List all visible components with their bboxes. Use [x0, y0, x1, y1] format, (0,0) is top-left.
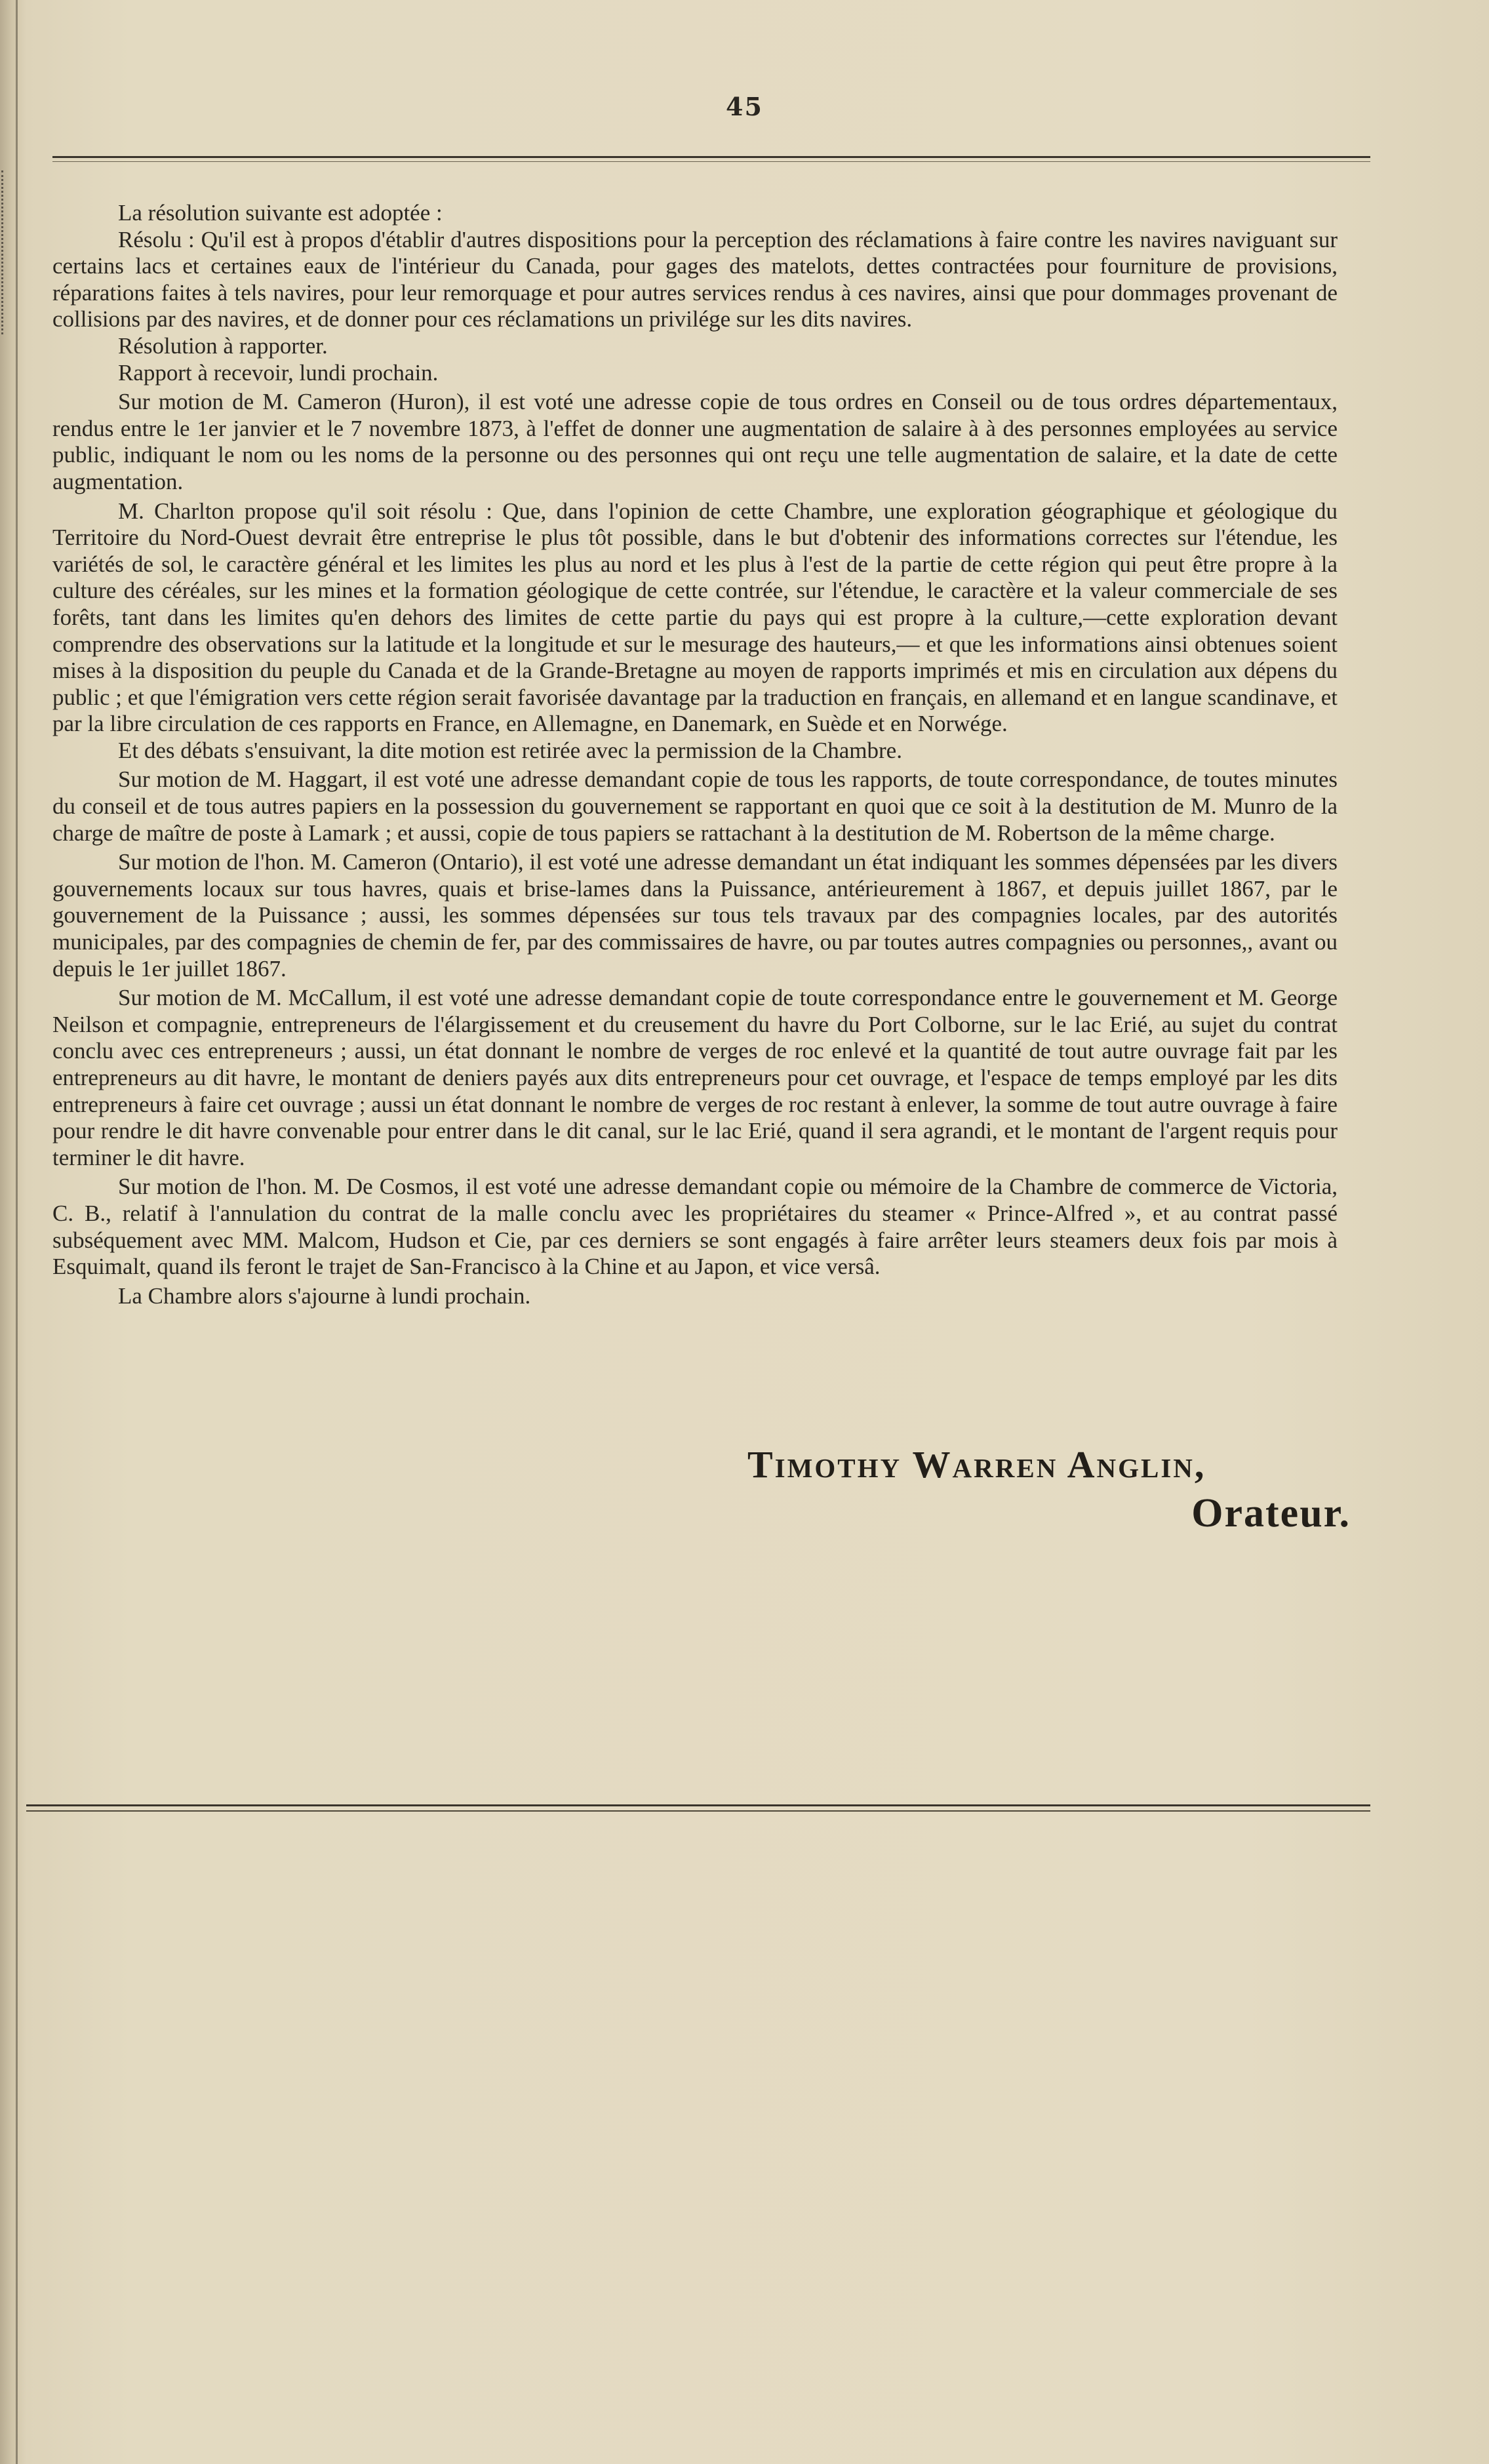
header-rule: [52, 156, 1370, 158]
paragraph-de-cosmos: Sur motion de l'hon. M. De Cosmos, il est voté une adresse demandant copie ou mémoire de la Chambre de commerce de Victoria, C. B., relatif à l'annulation du contrat de la malle conclu avec les propriétaires du steamer « Prince-Alfred », et au contrat passé subséquement avec MM. Malcom, Hudson et Cie, par ces derniers se sont engagés à faire arrêter leurs steamers deux fois par mois à Esquimalt, quand ils feront le trajet de San-Francisco à la Chine et au Japon, et vice versâ.: [52, 1174, 1338, 1280]
body-text: [52, 200, 1338, 1309]
paragraph-cameron-ontario: Sur motion de l'hon. M. Cameron (Ontario), il est voté une adresse demandant un état indiquant les sommes dépensées par les divers gouvernements locaux sur tous havres, quais et brise-lames dans la Puissance, antérieurement à 1867, et depuis juillet 1867, par le gouvernement de la Puissance ; aussi, les sommes dépensées sur tous tels travaux par des compagnies locales, par des autorités municipales, par des compagnies de chemin de fer, par des commissaires de havre, ou par toutes autres compagnies ou personnes,, avant ou depuis le 1er juillet 1867.: [52, 849, 1338, 982]
binding-marks: [1, 170, 10, 334]
paragraph-haggart: Sur motion de M. Haggart, il est voté une adresse demandant copie de tous les rapports, de toute correspondance, de toutes minutes du conseil et de tous autres papiers en la possession du gouvernement se rapportant en quoi que ce soit à la destitution de M. Munro de la charge de maître de poste à Lamark ; et aussi, copie de tous papiers se rattachant à la destitution de M. Robertson de la même charge.: [52, 766, 1338, 846]
paragraph-charlton: M. Charlton propose qu'il soit résolu : Que, dans l'opinion de cette Chambre, une exploration géographique et géologique du Territoire du Nord-Ouest devrait être entreprise le plus tôt possible, dans le but d'obtenir des informations correctes sur l'étendue, les variétés de sol, le caractère général et les limites les plus au nord et les plus à l'est de la partie de cette région qui peut être propre à la culture des céréales, sur les mines et la formation géologique de cette contrée, sur l'étendue, le caractère et la valeur commerciale de ses forêts, tant dans les limites qu'en dehors des limites de cette partie du pays qui est propre à la culture,—cette exploration devant comprendre des observations sur la latitude et la longitude et sur le mesurage des hauteurs,— et que les informations ainsi obtenues soient mises à la disposition du peuple du Canada et de la Grande-Bretagne au moyen de rapports imprimés et mis en circulation aux dépens du public ; et que l'émigration vers cette région serait favorisée davantage par la traduction en français, en allemand et en langue scandinave, et par la libre circulation de ces rapports en France, en Allemagne, en Danemark, en Suède et en Norwége.: [52, 498, 1338, 737]
paragraph-resolution-intro: La résolution suivante est adoptée :: [118, 200, 443, 226]
paragraph-report-receive: Rapport à recevoir, lundi prochain.: [118, 359, 439, 386]
paragraph-mccallum: Sur motion de M. McCallum, il est voté une adresse demandant copie de toute correspondance entre le gouvernement et M. George Neilson et compagnie, entrepreneurs de l'élargissement et du creusement du havre du Port Colborne, sur le lac Erié, au sujet du contrat conclu avec ces entrepreneurs ; aussi, un état donnant le nombre de verges de roc enlevé et la quantité de tout autre ouvrage fait par les entrepreneurs au dit havre, le montant de deniers payés aux dits entrepreneurs pour cet ouvrage, et l'espace de temps employé par les dits entrepreneurs à faire cet ouvrage ; aussi un état donnant le nombre de verges de roc restant à enlever, la somme de tout autre ouvrage à faire pour rendre le dit havre convenable pour entrer dans le dit canal, sur le lac Erié, quand il sera agrandi, et le montant de l'argent requis pour terminer le dit havre.: [52, 985, 1338, 1170]
paragraph-debates: Et des débats s'ensuivant, la dite motion est retirée avec la permission de la Chambre.: [118, 737, 902, 763]
signature-block: [747, 1442, 1390, 1537]
signature-name: Timothy Warren Anglin,: [747, 1443, 1206, 1486]
header-rule-thin: [52, 161, 1370, 162]
footer-rule-thin: [26, 1810, 1370, 1812]
paragraph-resolution-report: Résolution à rapporter.: [118, 332, 328, 359]
paragraph-adjourn: La Chambre alors s'ajourne à lundi prochain.: [118, 1282, 531, 1309]
paragraph-resolu: Résolu : Qu'il est à propos d'établir d'autres dispositions pour la perception des réclamations à faire contre les navires naviguant sur certains lacs et certaines eaux de l'intérieur du Canada, pour gages des matelots, dettes contractées pour fourniture de provisions, réparations faites à tels navires, pour leur remorquage et pour autres services rendus à ces navires, ainsi que pour dommages provenant de collisions par des navires, et de donner pour ces réclamations un privilége sur les dits navires.: [52, 226, 1338, 332]
paragraph-cameron-huron: Sur motion de M. Cameron (Huron), il est voté une adresse copie de tous ordres en Conseil ou de tous ordres départementaux, rendus entre le 1er janvier et le 7 novembre 1873, à l'effet de donner une augmentation de salaire à à des personnes employées au service public, indiquant le nom ou les noms de la personne ou des personnes qui ont reçu une telle augmentation de salaire, et la date de cette augmentation.: [52, 389, 1338, 494]
page-edge-rule: [16, 0, 18, 2464]
signature-title: Orateur.: [1191, 1491, 1351, 1536]
page-number: 45: [726, 92, 763, 121]
footer-rule: [26, 1804, 1370, 1806]
